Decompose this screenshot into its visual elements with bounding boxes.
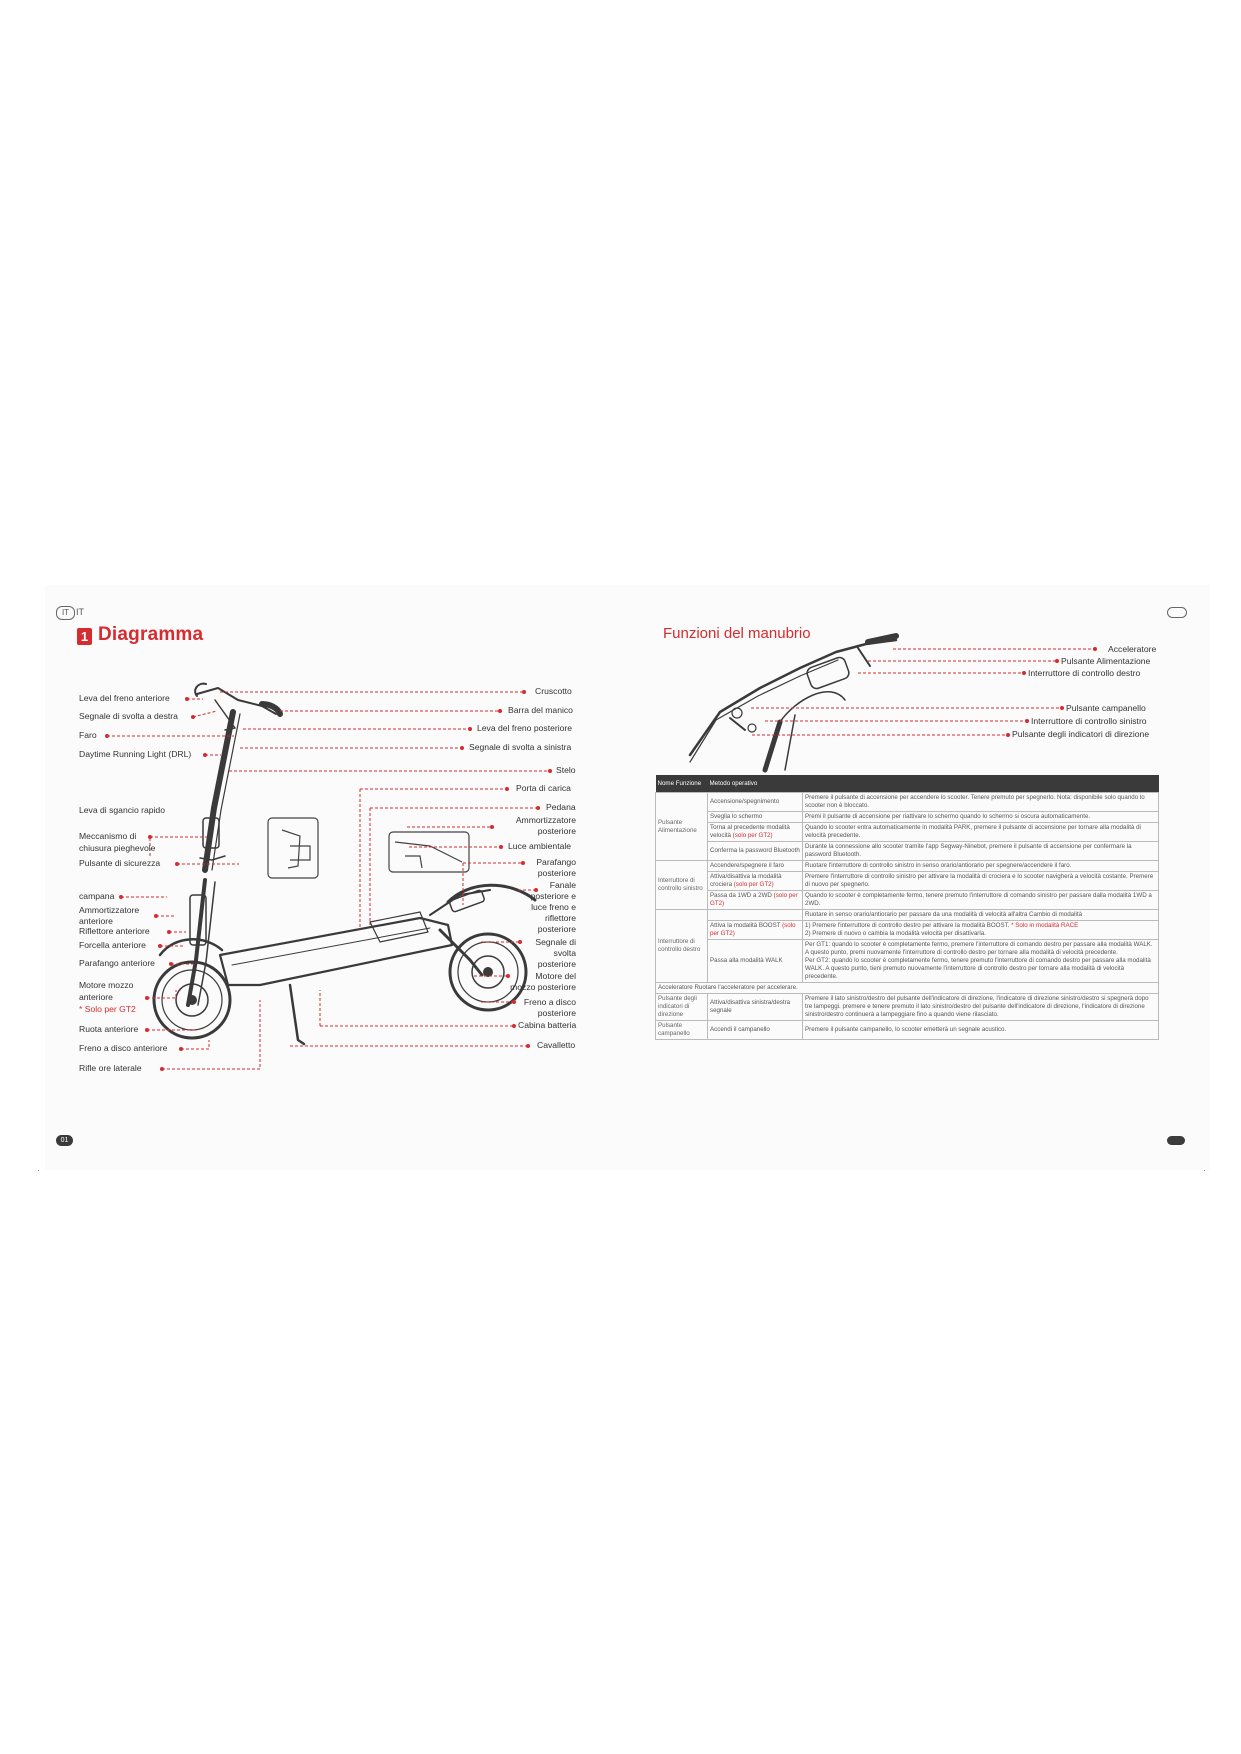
table-header [803, 775, 1159, 793]
label-tail-light-1: Fanale [549, 880, 576, 890]
table-cell-method [708, 921, 803, 940]
table-row [656, 812, 1159, 823]
table-cell-method [708, 910, 803, 921]
table-row [656, 940, 1159, 983]
table-cell-description: Ruotare l'interruttore di controllo sinistro in senso orario/antiorario per spegnere/accendere il faro. [803, 861, 1159, 872]
label-front-shock-2: anteriore [79, 916, 113, 926]
label-front-shock-1: Ammortizzatore [79, 905, 140, 915]
label-rear-turn-signal-2: svolta [553, 948, 576, 958]
table-row [656, 823, 1159, 842]
gt2-note: (solo per GT2) [733, 881, 774, 888]
page-number: 01 [56, 1135, 73, 1146]
label-rear-hub-motor-1: Motore del [535, 971, 576, 981]
label-folding-mechanism-2: chiusura pieghevole [79, 843, 156, 853]
label-power-button: Pulsante Alimentazione [1061, 656, 1151, 666]
table-header: Nome Funzione [656, 775, 708, 793]
method-text: Attiva la modalità BOOST [710, 922, 781, 929]
language-badge: IT [56, 606, 75, 620]
label-rear-fender-1: Parafango [536, 857, 576, 867]
table-row [656, 891, 1159, 910]
table-cell-description [803, 940, 1159, 983]
label-charging-port: Porta di carica [516, 783, 571, 793]
table-row [656, 793, 1159, 812]
table-cell-method: Conferma la password Bluetooth [708, 842, 803, 861]
table-cell-description: Premere il pulsante campanello, lo scooter emetterà un segnale acustico. [803, 1021, 1159, 1040]
table-cell-method: Passa alla modalità WALK [708, 940, 803, 983]
label-quick-release-lever: Leva di sgancio rapido [79, 805, 165, 815]
page-title: Diagramma [98, 624, 204, 645]
label-rear-turn-signal-1: Segnale di [535, 937, 576, 947]
functions-table [655, 775, 1159, 1040]
label-battery-compartment: Cabina batteria [518, 1020, 577, 1030]
table-cell-description: Premi il pulsante di accensione per riattivare lo schermo quando lo schermo si oscura automaticamente. [803, 812, 1159, 823]
handlebar-functions-title: Funzioni del manubrio [663, 625, 811, 642]
table-cell-description: Durante la connessione allo scooter tramite l'app Segway-Ninebot, premere il pulsante di accensione per confermare la password Bluetooth. [803, 842, 1159, 861]
label-rear-shock-1: Ammortizzatore [515, 815, 576, 825]
description-text: Per GT2: quando lo scooter è completamente fermo, tenere premuto l'interruttore di comando destro per passare alla modalità WALK. A questo punto, tieni premuto nuovamente l'interruttore di controllo destro per tornare alla modalità di velocità precedente. [805, 957, 1151, 980]
table-cell-description: Premere il pulsante di accensione per accendere lo scooter. Tenere premuto per spegnerlo. Nota: disponibile solo quando lo scooter non è bloccato. [803, 793, 1159, 812]
table-cell-function: Pulsante degli indicatori di direzione [656, 994, 708, 1021]
table-cell-method: Accensione/spegnimento [708, 793, 803, 812]
label-turn-signal-button: Pulsante degli indicatori di direzione [1012, 729, 1150, 739]
description-text: Per GT1: quando lo scooter è completamente fermo, premere l'interruttore di comando destro per passare alla modalità WALK. A questo punto, premi nuovamente l'interruttore di controllo destro per tornare alla modalità di velocità precedente. [805, 941, 1153, 956]
label-rear-hub-motor-2: mozzo posteriore [510, 982, 576, 992]
table-cell-description: Premere l'interruttore di controllo sinistro per attivare la modalità di crociera e lo scooter navigherà a velocità costante. Premere di nuovo per spegnerlo. [803, 872, 1159, 891]
table-cell-method: Accendi il campanello [708, 1021, 803, 1040]
label-front-hub-motor-2: anteriore [79, 992, 113, 1002]
table-row [656, 861, 1159, 872]
table-header: Metodo operativo [708, 775, 803, 793]
label-handlebar: Barra del manico [508, 705, 573, 715]
label-ambient-light: Luce ambientale [508, 841, 572, 851]
gt2-note: (solo per GT2) [732, 832, 773, 839]
label-rear-brake-lever: Leva del freno posteriore [477, 723, 573, 733]
table-cell-method: Accendere/spegnere il faro [708, 861, 803, 872]
label-rear-turn-signal-3: posteriore [537, 959, 576, 969]
table-cell-method [708, 823, 803, 842]
label-drl: Daytime Running Light (DRL) [79, 749, 192, 759]
description-text: 1) Premere l'interruttore di controllo destro per attivare la modalità BOOST. [805, 922, 1010, 929]
table-cell-method: Sveglia lo schermo [708, 812, 803, 823]
table-cell-method [708, 872, 803, 891]
section-number: 1 [77, 628, 92, 645]
label-left-turn-signal: Segnale di svolta a sinistra [469, 742, 572, 752]
table-cell-description: Quando lo scooter entra automaticamente in modalità PARK, premere il pulsante di accensione per tornare alla modalità di velocità precedente. [803, 823, 1159, 842]
table-cell-function: Pulsante Alimentazione [656, 793, 708, 861]
table-cell-function: Interruttore di controllo destro [656, 910, 708, 983]
method-text: Passa da 1WD a 2WD [710, 892, 772, 899]
label-dashboard: Cruscotto [535, 686, 572, 696]
label-side-reflector: Rifle ore laterale [79, 1063, 142, 1073]
table-cell-function: Pulsante campanello [656, 1021, 708, 1040]
label-front-fender: Parafango anteriore [79, 958, 155, 968]
label-front-brake-lever: Leva del freno anteriore [79, 693, 170, 703]
label-right-control-switch: Interruttore di controllo destro [1028, 668, 1141, 678]
label-deck: Pedana [546, 802, 576, 812]
language-suffix: IT [76, 607, 84, 617]
method-text: Attiva/disattiva la modalità crociera [710, 873, 782, 888]
label-kickstand: Cavalletto [537, 1040, 576, 1050]
label-front-reflector: Riflettore anteriore [79, 926, 150, 936]
label-tail-light-5: posteriore [537, 924, 576, 934]
table-cell-method: Attiva/disattiva sinistra/destra segnale [708, 994, 803, 1021]
table-row [656, 983, 1159, 994]
label-front-fork: Forcella anteriore [79, 940, 146, 950]
label-headlight: Faro [79, 730, 97, 740]
table-row [656, 921, 1159, 940]
label-safety-button: Pulsante di sicurezza [79, 858, 161, 868]
description-text: 2) Premere di nuovo o cambia la modalità velocità per disattivarla. [805, 930, 986, 937]
table-row [656, 910, 1159, 921]
label-throttle: Acceleratore [1108, 644, 1157, 654]
label-tail-light-4: riflettore [544, 913, 576, 923]
table-row [656, 842, 1159, 861]
label-bell: campana [79, 891, 115, 901]
label-tail-light-2: posteriore e [530, 891, 576, 901]
label-left-control-switch: Interruttore di controllo sinistro [1031, 716, 1147, 726]
table-cell-function: Interruttore di controllo sinistro [656, 861, 708, 910]
table-cell-description: Premere il lato sinistro/destro del pulsante dell'indicatore di direzione, l'indicatore di direzione sinistro/destro si spegnerà dopo tre lampeggi. premere e tenere premuto il lato sinistro/destro del pulsante dell'indicatore di direzione, l'indicatore di direzione sinistro/destro continuerà a lampeggiare fino a quando viene rilasciato. [803, 994, 1159, 1021]
table-cell-description: Quando lo scooter è completamente fermo, tenere premuto l'interruttore di comando sinistro per passare dalla modalità 1WD a 2WD. [803, 891, 1159, 910]
table-header-row [656, 775, 1159, 793]
label-front-disc-brake: Freno a disco anteriore [79, 1043, 168, 1053]
table-cell-description: Ruotare in senso orario/antiorario per passare da una modalità di velocità all'altra Cambio di modalità [803, 910, 1159, 921]
label-front-hub-motor-1: Motore mozzo [79, 980, 134, 990]
table-cell-method [708, 891, 803, 910]
table-cell-description [803, 921, 1159, 940]
label-bell-button: Pulsante campanello [1066, 703, 1146, 713]
table-cell-throttle: Acceleratore Ruotare l'acceleratore per accelerare. [656, 983, 1159, 994]
table-row [656, 994, 1159, 1021]
gt2-note: (solo per GT2) [710, 892, 798, 907]
label-right-turn-signal: Segnale di svolta a destra [79, 711, 178, 721]
method-text: Torna al precedente modalità velocità [710, 824, 790, 839]
label-folding-mechanism-1: Meccanismo di [79, 831, 137, 841]
label-gt2-note: * Solo per GT2 [79, 1004, 136, 1014]
label-tail-light-3: luce freno e [531, 902, 576, 912]
label-rear-shock-2: posteriore [537, 826, 576, 836]
table-row [656, 1021, 1159, 1040]
table-row [656, 872, 1159, 891]
label-rear-disc-brake-1: Freno a disco [523, 997, 576, 1007]
label-stem: Stelo [556, 765, 576, 775]
label-rear-disc-brake-2: posteriore [537, 1008, 576, 1018]
label-rear-fender-2: posteriore [537, 868, 576, 878]
gt2-note: (solo per GT2) [710, 922, 796, 937]
label-front-wheel: Ruota anteriore [79, 1024, 139, 1034]
race-note: * Solo in modalità RACE [1011, 922, 1079, 929]
